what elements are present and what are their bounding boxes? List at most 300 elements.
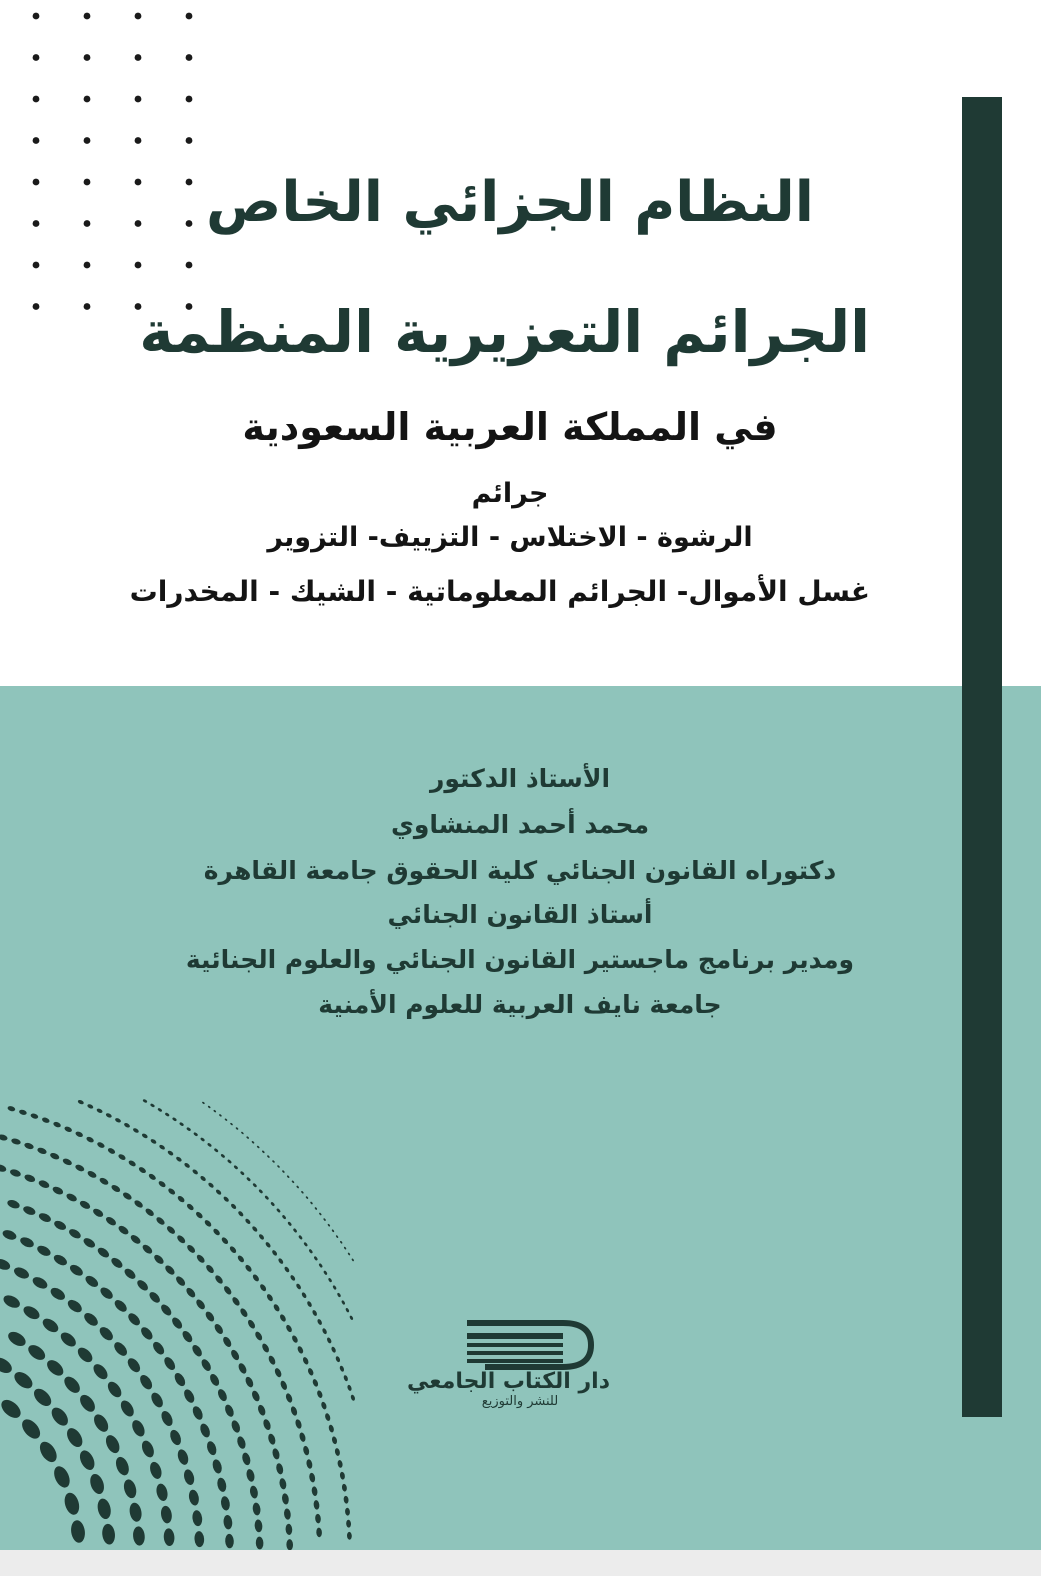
halftone-dot [38, 1179, 51, 1190]
screen-footer-strip [0, 1550, 1041, 1576]
halftone-dot [212, 1228, 221, 1237]
halftone-dot [83, 1274, 100, 1290]
halftone-dot [155, 1483, 169, 1503]
halftone-dot [346, 1520, 351, 1528]
halftone-dot [117, 1153, 126, 1161]
halftone-dot [182, 1468, 195, 1486]
halftone-dot [138, 1373, 155, 1392]
halftone-dot [62, 1157, 73, 1166]
halftone-dot [88, 1472, 107, 1496]
author-credential-4: جامعة نايف العربية للعلوم الأمنية [318, 990, 722, 1019]
halftone-dot [215, 1189, 222, 1196]
halftone-dot [266, 1293, 274, 1302]
halftone-dot [110, 1256, 125, 1270]
halftone-dot [207, 1142, 212, 1147]
halftone-dot [86, 1170, 97, 1180]
halftone-dot [200, 1137, 205, 1142]
halftone-dot [114, 1117, 121, 1123]
halftone-dot [96, 1108, 103, 1114]
halftone-dot [107, 1147, 116, 1155]
halftone-dot [297, 1345, 305, 1354]
halftone-dot [200, 1175, 207, 1182]
halftone-dot [293, 1228, 298, 1233]
halftone-dot [110, 1184, 121, 1194]
halftone-dot [324, 1413, 331, 1422]
halftone-dot [75, 1345, 95, 1365]
halftone-dot [331, 1229, 334, 1232]
halftone-dot [67, 1227, 82, 1240]
halftone-dot [341, 1300, 346, 1305]
halftone-dot [174, 1275, 186, 1288]
halftone-dot [44, 1357, 66, 1379]
halftone-dot [316, 1390, 323, 1399]
halftone-dot [341, 1483, 347, 1491]
halftone-dot [306, 1300, 312, 1307]
halftone-dot [195, 1253, 206, 1264]
halftone-dot [96, 1497, 113, 1520]
halftone-dot [202, 1101, 205, 1104]
halftone-dot [205, 1264, 216, 1275]
halftone-dot [62, 1491, 81, 1517]
halftone-dot [148, 1460, 164, 1480]
author-name: محمد أحمد المنشاوي [390, 810, 650, 839]
halftone-dot [327, 1223, 330, 1226]
halftone-dot [79, 1199, 92, 1210]
halftone-dot [272, 1303, 280, 1312]
halftone-dot [122, 1478, 138, 1500]
halftone-dot [105, 1215, 118, 1227]
halftone-dot [164, 1264, 177, 1277]
halftone-dot [118, 1398, 136, 1419]
halftone-dot [240, 1171, 245, 1176]
halftone-dot [139, 1325, 155, 1342]
halftone-dot [309, 1472, 316, 1482]
halftone-dot [123, 1267, 138, 1281]
halftone-dot [229, 1245, 238, 1254]
halftone-dot [208, 1372, 221, 1387]
halftone-dot [117, 1224, 130, 1236]
halftone-dot [98, 1285, 115, 1301]
halftone-dot [68, 1263, 85, 1278]
halftone-dot [284, 1266, 291, 1273]
halftone-dot [96, 1141, 105, 1149]
halftone-dot [159, 1409, 175, 1428]
halftone-dot [337, 1460, 343, 1469]
halftone-dot [282, 1214, 287, 1219]
halftone-dot [36, 1244, 53, 1258]
halftone-dot [286, 1539, 293, 1550]
halftone-dot [335, 1235, 338, 1238]
halftone-dot [158, 1180, 167, 1189]
halftone-dot [211, 1458, 223, 1474]
halftone-dot [30, 1113, 39, 1120]
halftone-dot [289, 1274, 296, 1281]
halftone-dot [167, 1150, 174, 1157]
halftone-dot [302, 1445, 310, 1456]
halftone-dot [295, 1283, 302, 1290]
halftone-dot [239, 1307, 249, 1318]
halftone-dot [285, 1524, 292, 1536]
halftone-dot [275, 1463, 284, 1475]
halftone-dot [48, 1285, 67, 1302]
halftone-dot [12, 1265, 31, 1281]
halftone-dot [276, 1208, 281, 1213]
halftone-dot [0, 1133, 8, 1141]
halftone-dot [129, 1233, 142, 1245]
halftone-dot [220, 1236, 229, 1245]
book-title-line-1: النظام الجزائي الخاص [206, 170, 814, 235]
halftone-dot [0, 1396, 24, 1421]
halftone-dot [312, 1378, 319, 1387]
halftone-dot [320, 1401, 327, 1410]
halftone-dot [230, 1203, 237, 1210]
halftone-dot [64, 1425, 86, 1449]
publisher-logo [407, 1315, 610, 1425]
halftone-dot [0, 1257, 12, 1272]
halftone-dot [303, 1242, 308, 1247]
halftone-dot [176, 1234, 187, 1245]
halftone-dot [258, 1189, 263, 1194]
halftone-dot [168, 1428, 183, 1446]
halftone-dot [141, 1133, 148, 1140]
halftone-dot [31, 1386, 55, 1410]
halftone-dot [141, 1243, 154, 1255]
halftone-dot [231, 1296, 241, 1307]
halftone-dot [66, 1297, 85, 1314]
halftone-dot [163, 1528, 175, 1546]
halftone-dot [1, 1228, 18, 1241]
halftone-dot [252, 1502, 261, 1516]
halftone-dot [261, 1342, 271, 1353]
halftone-dot [26, 1342, 48, 1363]
halftone-dot [298, 1432, 306, 1443]
halftone-dot [350, 1394, 356, 1401]
halftone-dot [18, 1109, 27, 1116]
halftone-dot [306, 1459, 314, 1470]
halftone-dot [252, 1183, 257, 1188]
halftone-dot [265, 1241, 272, 1248]
author-credential-2: أستاذ القانون الجنائي [387, 900, 653, 929]
halftone-dot [207, 1182, 214, 1189]
halftone-dot [214, 1148, 219, 1153]
halftone-dot [205, 1440, 218, 1456]
halftone-dot [172, 1117, 177, 1122]
halftone-dot [195, 1298, 207, 1311]
halftone-dot [162, 1355, 177, 1372]
halftone-dot [277, 1165, 280, 1168]
halftone-dot [223, 1285, 233, 1296]
halftone-dot [142, 1099, 147, 1104]
halftone-dot [349, 1315, 354, 1320]
halftone-dot [230, 1122, 233, 1125]
halftone-dot [216, 1477, 227, 1493]
halftone-dot [186, 1127, 191, 1132]
halftone-dot [128, 1159, 137, 1167]
halftone-dot [347, 1532, 352, 1540]
halftone-dot [113, 1298, 129, 1314]
halftone-dot [140, 1439, 157, 1459]
halftone-dot [251, 1390, 262, 1403]
halftone-dot [214, 1274, 224, 1285]
halftone-dot [339, 1471, 345, 1480]
halftone-dot [112, 1340, 130, 1358]
halftone-dot [103, 1433, 122, 1455]
halftone-dot [148, 1290, 162, 1305]
halftone-dot [191, 1405, 205, 1422]
halftone-dot [279, 1313, 287, 1322]
halftone-dot [11, 1137, 22, 1145]
halftone-dot [151, 1340, 167, 1357]
halftone-dot [122, 1191, 133, 1201]
halftone-dot [301, 1292, 308, 1299]
halftone-dot [337, 1292, 342, 1297]
halftone-dot [315, 1514, 321, 1524]
halftone-dot [133, 1199, 144, 1209]
halftone-dot [185, 1286, 197, 1299]
halftone-dot [31, 1275, 50, 1291]
halftone-dot [267, 1355, 276, 1366]
halftone-dot [241, 1131, 244, 1134]
halftone-dot [149, 1391, 165, 1410]
halftone-dot [198, 1422, 211, 1439]
halftone-dot [157, 1107, 162, 1112]
halftone-dot [291, 1335, 299, 1344]
halftone-dot [51, 1185, 64, 1196]
book-title-line-2: الجرائم التعزيرية المنظمة [139, 298, 870, 366]
halftone-dot [312, 1309, 318, 1316]
halftone-dot [207, 1105, 210, 1108]
halftone-dot [283, 1508, 291, 1520]
halftone-dot [61, 1374, 83, 1396]
halftone-dot [195, 1211, 204, 1220]
halftone-dot [335, 1356, 341, 1363]
halftone-dot [285, 1324, 293, 1333]
halftone-dot [281, 1493, 289, 1505]
halftone-dot [126, 1311, 142, 1327]
halftone-dot [65, 1192, 78, 1203]
halftone-dot [123, 1122, 130, 1128]
halftone-dot [176, 1448, 190, 1466]
halftone-dot [246, 1136, 249, 1139]
halftone-dot [331, 1436, 338, 1445]
halftone-dot [177, 1195, 186, 1204]
halftone-dot [328, 1424, 335, 1433]
halftone-dot [173, 1371, 188, 1388]
halftone-dot [326, 1337, 332, 1344]
halftone-dot [216, 1388, 228, 1403]
halftone-dot [267, 1433, 277, 1446]
halftone-dot [220, 1496, 231, 1512]
halftone-dot [132, 1526, 145, 1546]
halftone-dot [229, 1349, 240, 1362]
halftone-dot [230, 1419, 242, 1434]
halftone-dot [86, 1136, 95, 1144]
halftone-dot [49, 1152, 60, 1161]
halftone-dot [331, 1346, 337, 1353]
author-credential-1: دكتوراه القانون الجنائي كلية الحقوق جامعة القاهرة [203, 856, 837, 885]
halftone-dot [130, 1418, 147, 1438]
halftone-dot [114, 1455, 132, 1477]
halftone-dot [344, 1246, 347, 1249]
publisher-subtitle: للنشر والتوزيع [481, 1394, 559, 1409]
halftone-dot [138, 1166, 147, 1174]
halftone-dot [257, 1404, 267, 1417]
halftone-dot [323, 1218, 326, 1221]
halftone-dot [347, 1384, 353, 1391]
halftone-dot [150, 1103, 155, 1108]
halftone-dot [41, 1117, 50, 1124]
halftone-dot [256, 1145, 259, 1148]
halftone-dot [6, 1198, 21, 1210]
halftone-dot [246, 1177, 251, 1182]
halftone-dot [36, 1439, 60, 1465]
halftone-dot [101, 1523, 116, 1545]
halftone-dot [270, 1201, 275, 1206]
halftone-dot [19, 1235, 36, 1249]
halftone-dot [351, 1258, 354, 1261]
halftone-dot [305, 1196, 308, 1199]
halftone-dot [166, 1225, 177, 1236]
halftone-dot [0, 1163, 7, 1173]
halftone-dot [267, 1155, 270, 1158]
halftone-dot [175, 1156, 182, 1163]
halftone-dot [91, 1412, 111, 1434]
halftone-dot [125, 1356, 142, 1375]
halftone-dot [298, 1235, 303, 1240]
halftone-dot [167, 1187, 176, 1196]
halftone-dot [220, 1153, 225, 1158]
halftone-dot [58, 1330, 78, 1349]
halftone-dot [237, 1362, 248, 1375]
halftone-dot [74, 1163, 85, 1172]
halftone-dot [237, 1210, 244, 1217]
halftone-dot [252, 1273, 261, 1282]
halftone-dot [328, 1277, 333, 1282]
halftone-dot [318, 1263, 323, 1268]
halftone-dot [48, 1405, 71, 1429]
halftone-dot [213, 1323, 225, 1336]
halftone-dot [159, 1303, 173, 1318]
halftone-dot [219, 1114, 222, 1117]
halftone-dot [191, 1510, 203, 1527]
halftone-dot [317, 1318, 323, 1325]
halftone-dot [75, 1130, 84, 1138]
halftone-dot [259, 1283, 267, 1292]
halftone-dot [233, 1165, 238, 1170]
halftone-dot [282, 1170, 285, 1173]
halftone-dot [92, 1207, 105, 1219]
halftone-dot [221, 1335, 233, 1348]
halftone-dot [296, 1185, 299, 1188]
halftone-dot [223, 1515, 233, 1530]
book-stack-logo-icon [445, 1315, 595, 1373]
halftone-dot [204, 1219, 213, 1228]
halftone-dot [9, 1168, 22, 1178]
halftone-dot [332, 1285, 337, 1290]
halftone-dot [251, 1225, 258, 1232]
halftone-dot [150, 1138, 157, 1145]
halftone-dot [105, 1379, 124, 1399]
halftone-dot [1, 1293, 21, 1310]
halftone-dot [340, 1241, 343, 1244]
halftone-dot [264, 1195, 269, 1200]
halftone-dot [213, 1109, 216, 1112]
halftone-dot [51, 1464, 73, 1490]
halftone-dot [262, 1150, 265, 1153]
author-credential-3: ومدير برنامج ماجستير القانون الجنائي والعلوم الجنائية [185, 945, 855, 974]
halftone-dot [37, 1211, 52, 1223]
halftone-dot [224, 1118, 227, 1121]
halftone-dot [227, 1159, 232, 1164]
halftone-dot [6, 1329, 28, 1349]
halftone-dot [182, 1388, 196, 1405]
halftone-dot [194, 1531, 205, 1548]
halftone-dot [251, 1141, 254, 1144]
halftone-dot [279, 1478, 288, 1490]
halftone-dot [307, 1367, 315, 1376]
halftone-dot [170, 1316, 184, 1331]
halftone-dot [200, 1358, 213, 1373]
halftone-dot [235, 1127, 238, 1130]
halftone-dot [21, 1304, 42, 1322]
halftone-dot [53, 1219, 68, 1232]
halftone-dot [179, 1122, 184, 1127]
halftone-dot [181, 1329, 195, 1344]
halftone-dot [186, 1203, 195, 1212]
halftone-dot [128, 1502, 143, 1523]
halftone-dot [165, 1112, 170, 1117]
halftone-dot [87, 1103, 94, 1109]
halftone-dot [244, 1218, 251, 1225]
halftone-dot [77, 1448, 97, 1472]
crimes-label: جرائم [471, 478, 549, 509]
halftone-dot [96, 1246, 111, 1260]
halftone-dot [272, 1160, 275, 1163]
halftone-dot [223, 1403, 235, 1418]
halftone-dot [135, 1278, 150, 1292]
halftone-dot [22, 1205, 37, 1217]
halftone-dot [249, 1485, 259, 1499]
crimes-list-line-1: الرشوة - الاختلاس - التزييف- التزوير [267, 522, 753, 553]
halftone-dot [279, 1380, 288, 1391]
halftone-dot [347, 1252, 350, 1255]
halftone-dot [223, 1196, 230, 1203]
halftone-dot [53, 1121, 62, 1128]
halftone-dot [302, 1356, 310, 1365]
halftone-dot [334, 1448, 340, 1457]
halftone-dot [24, 1142, 35, 1151]
halftone-dot [316, 1527, 322, 1537]
halftone-dot [294, 1419, 302, 1430]
dark-vertical-bar [962, 97, 1002, 1417]
halftone-dot [314, 1207, 317, 1210]
halftone-dot [319, 1212, 322, 1215]
halftone-dot [308, 1249, 313, 1254]
halftone-dot [7, 1105, 16, 1112]
halftone-dot [0, 1354, 15, 1376]
halftone-dot [244, 1264, 253, 1273]
publisher-name: دار الكتاب الجامعي [407, 1369, 610, 1394]
halftone-dot [132, 1127, 139, 1133]
halftone-dot [241, 1452, 252, 1466]
halftone-dot [323, 1270, 328, 1275]
halftone-dot [321, 1328, 327, 1335]
halftone-dot [144, 1207, 155, 1217]
halftone-dot [97, 1325, 115, 1343]
halftone-dot [82, 1236, 97, 1249]
halftone-dot [188, 1489, 201, 1507]
halftone-dot [271, 1448, 280, 1461]
